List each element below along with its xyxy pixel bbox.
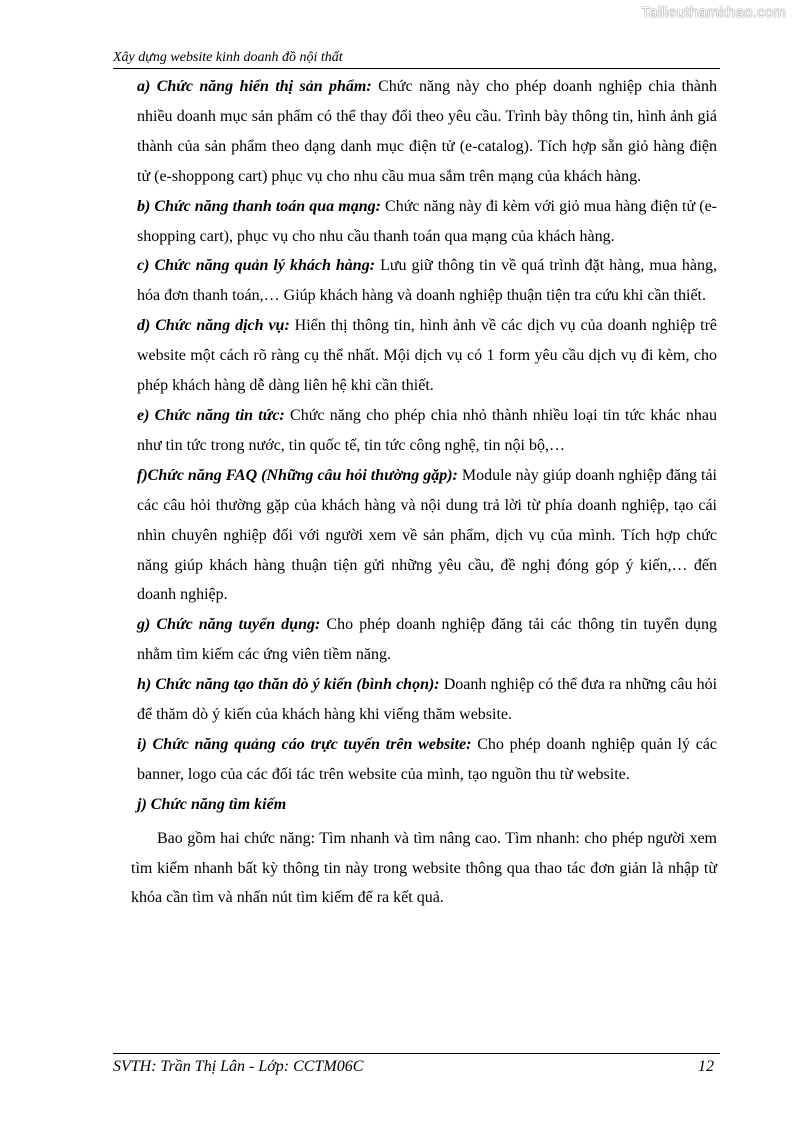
list-item-h xyxy=(137,670,717,730)
item-label: e) Chức năng tin tức: xyxy=(137,406,285,424)
watermark-text: Tailieuthamkhao.com xyxy=(641,4,786,21)
item-text: Chức năng này cho phép doanh nghiệp chia thành nhiều doanh mục sản phẩm có thể thay đổi theo yêu cầu. Trình bày thông tin, hình ảnh giá thành của sản phẩm theo dạng danh mục điện tử (e-catalog). Tích hợp sẵn giỏ hàng điện tử (e-shoppong cart) phục vụ cho nhu cầu mua sắm trên mạng của khách hàng. xyxy=(137,78,718,185)
item-text: Doanh nghiệp có thể đưa ra những câu hỏi để thăm dò ý kiến của khách hàng khi viếng thăm website. xyxy=(137,676,718,724)
page-number: 12 xyxy=(698,1058,714,1075)
item-text: Cho phép doanh nghiệp quản lý các banner, logo của các đối tác trên website của mình, tạo nguồn thu từ website. xyxy=(137,735,717,783)
list-item-g xyxy=(137,610,717,670)
page-body xyxy=(131,72,718,913)
item-label: j) Chức năng tìm kiếm xyxy=(137,795,287,813)
item-text: Hiển thị thông tin, hình ảnh về các dịch vụ của doanh nghiệp trê website một cách rõ ràng cụ thể nhất. Mội dịch vụ có 1 form yêu cầu dịch vụ đi kèm, cho phép khách hàng dễ dàng liên hệ khi cần thiết. xyxy=(137,317,717,395)
item-text: Chức năng cho phép chia nhỏ thành nhiều loại tin tức khác nhau như tin tức trong nước, tin quốc tế, tin tức công nghệ, tin nội bộ,… xyxy=(137,406,717,454)
list-item-d xyxy=(137,311,717,401)
item-text: Module này giúp doanh nghiệp đăng tải các câu hỏi thường gặp của khách hàng và nội dung trả lời từ phía doanh nghiệp, tạo cái nhìn chuyên nghiệp đối với người xem về sản phẩm, dịch vụ của mình. Tích hợp chức năng giúp khách hàng thuận tiện gửi những yêu cầu, đề nghị đóng góp ý kiến,… đến doanh nghiệp. xyxy=(137,466,717,604)
item-label: g) Chức năng tuyển dụng: xyxy=(137,616,321,634)
list-item-a xyxy=(137,72,717,192)
search-paragraph: Bao gồm hai chức năng: Tìm nhanh và tìm nâng cao. Tìm nhanh: cho phép người xem tìm kiếm nhanh bất kỳ thông tin này trong website thông qua thao tác đơn giản là nhập từ khóa cần tìm và nhấn nút tìm kiếm để ra kết quả. xyxy=(131,829,717,907)
item-label: f)Chức năng FAQ (Những câu hỏi thường gặp): xyxy=(137,466,458,484)
item-label: b) Chức năng thanh toán qua mạng: xyxy=(137,197,381,215)
item-label: c) Chức năng quản lý khách hàng: xyxy=(137,257,376,275)
item-label: a) Chức năng hiển thị sản phẩm: xyxy=(137,78,372,95)
item-label: h) Chức năng tạo thăn dò ý kiến (bình chọn): xyxy=(137,676,440,694)
list-item-j xyxy=(137,790,717,820)
item-text: Chức năng này đi kèm với giỏ mua hàng điện tử (e-shopping cart), phục vụ cho nhu cầu thanh toán qua mạng của khách hàng. xyxy=(137,197,718,245)
list-item-f xyxy=(137,461,717,611)
item-label: d) Chức năng dịch vụ: xyxy=(137,317,290,335)
list-item-b xyxy=(137,192,717,252)
item-text: Cho phép doanh nghiệp đăng tải các thông tin tuyển dụng nhằm tìm kiếm các ứng viên tiềm năng. xyxy=(137,616,718,664)
page-footer xyxy=(113,1053,720,1076)
list-item-e xyxy=(137,401,717,461)
list-item-c xyxy=(137,251,717,311)
item-label: i) Chức năng quảng cáo trực tuyến trên website: xyxy=(137,735,472,753)
item-text: Lưu giữ thông tin về quá trình đặt hàng, mua hàng, hóa đơn thanh toán,… Giúp khách hàng và doanh nghiệp thuận tiện tra cứu khi cần thiết. xyxy=(137,257,717,305)
running-header: Xây dựng website kinh doanh đồ nội thất xyxy=(113,50,720,69)
footer-author: SVTH: Trần Thị Lân - Lớp: CCTM06C xyxy=(113,1058,364,1075)
list-item-i xyxy=(137,730,717,790)
